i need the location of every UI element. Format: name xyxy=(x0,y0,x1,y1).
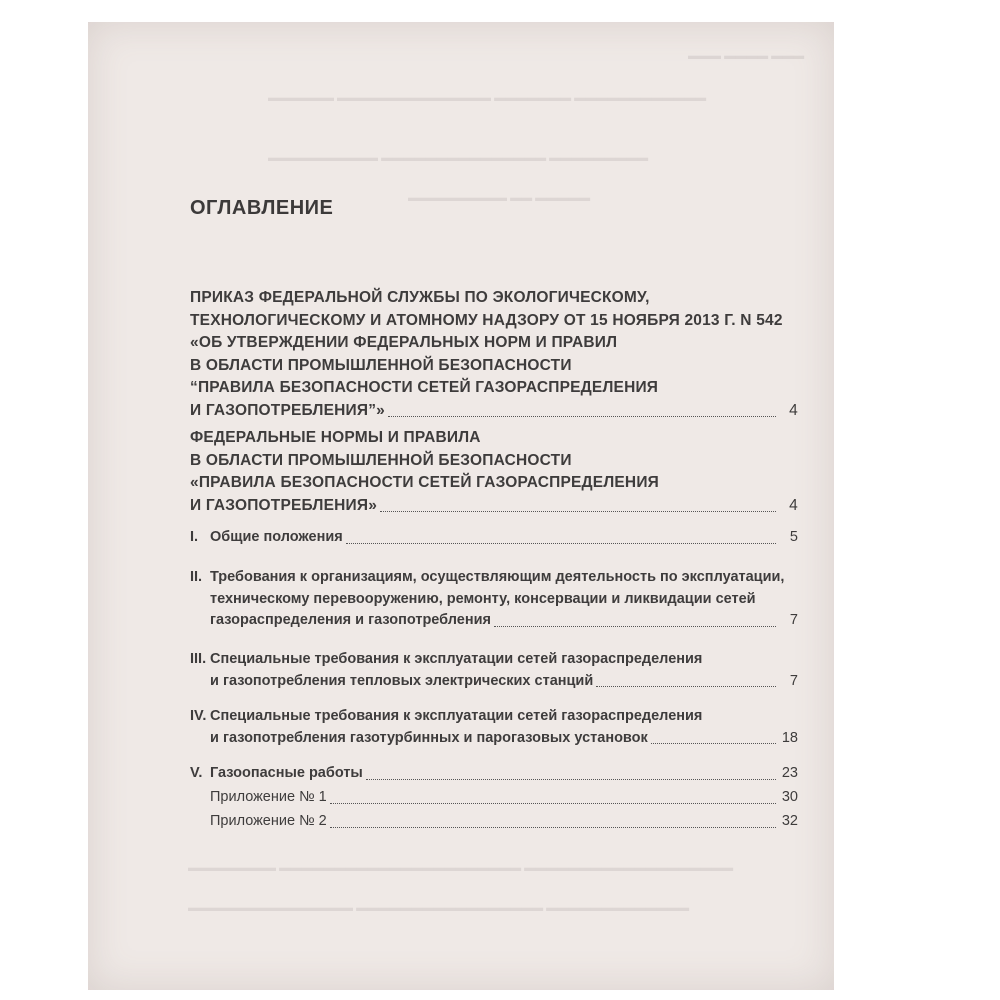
page-number: 18 xyxy=(781,729,798,746)
bleed-through-text: ▬▬▬▬▬▬▬▬▬▬▬▬ ▬▬▬▬▬▬▬ ▬▬▬▬▬▬▬▬▬▬▬▬▬▬ ▬▬▬▬▬▬ xyxy=(268,92,707,104)
bleed-through-text: ▬▬▬▬▬▬▬▬▬▬▬▬▬▬▬▬▬▬▬ ▬▬▬▬▬▬▬▬▬▬▬▬▬▬▬▬▬▬▬▬▬▬ ▬▬▬▬▬▬▬▬ xyxy=(188,862,734,874)
section-title-line: Специальные требования к эксплуатации сетей газораспределения xyxy=(210,651,703,667)
toc-section-3[interactable] xyxy=(190,649,798,692)
page-number: 5 xyxy=(789,529,798,545)
bleed-through-text: ▬▬▬▬▬▬▬▬▬▬▬▬▬ ▬▬▬▬▬▬▬▬▬▬▬▬▬▬▬▬▬ ▬▬▬▬▬▬▬▬▬▬▬▬▬▬▬ xyxy=(188,902,690,914)
dot-leader xyxy=(366,778,776,780)
book-page xyxy=(88,22,834,990)
entry-title-line: ПРИКАЗ ФЕДЕРАЛЬНОЙ СЛУЖБЫ ПО ЭКОЛОГИЧЕСКОМУ, xyxy=(190,289,650,306)
dot-leader xyxy=(651,742,776,744)
toc-section-5[interactable] xyxy=(190,763,798,785)
bleed-through-text: ▬▬▬ ▬▬▬▬ ▬▬▬ xyxy=(688,50,805,62)
toc-appendix-1[interactable] xyxy=(190,787,798,809)
dot-leader xyxy=(346,542,776,544)
section-title-line: Общие положения xyxy=(210,529,343,545)
entry-title-line: И ГАЗОПОТРЕБЛЕНИЯ» xyxy=(190,496,378,514)
section-title-line: техническому перевооружению, ремонту, консервации и ликвидации сетей xyxy=(210,590,756,607)
dot-leader xyxy=(596,685,776,687)
section-number: I. xyxy=(190,529,199,545)
dot-leader xyxy=(380,510,776,512)
dot-leader xyxy=(330,802,776,804)
entry-title-line: ФЕДЕРАЛЬНЫЕ НОРМЫ И ПРАВИЛА xyxy=(190,429,481,446)
section-title-line: Специальные требования к эксплуатации сетей газораспределения xyxy=(210,708,703,724)
page-number: 4 xyxy=(789,401,798,419)
toc-entry-order[interactable] xyxy=(190,287,798,422)
toc-section-2[interactable] xyxy=(190,567,798,632)
section-title-line: Требования к организациям, осуществляющим деятельность по эксплуатации, xyxy=(210,569,785,585)
page-number: 7 xyxy=(789,672,798,689)
appendix-label: Приложение № 2 xyxy=(210,813,327,829)
page-number: 7 xyxy=(789,612,798,628)
page-number: 32 xyxy=(781,813,798,829)
entry-title-line: В ОБЛАСТИ ПРОМЫШЛЕННОЙ БЕЗОПАСНОСТИ xyxy=(190,451,572,469)
section-title-line: Газоопасные работы xyxy=(210,765,363,781)
toc-section-4[interactable] xyxy=(190,706,798,749)
entry-title-line: И ГАЗОПОТРЕБЛЕНИЯ”» xyxy=(190,401,385,419)
toc-heading: ОГЛАВЛЕНИЕ xyxy=(190,197,334,219)
section-title-line: газораспределения и газопотребления xyxy=(210,612,491,628)
section-title-line: и газопотребления газотурбинных и парогазовых установок xyxy=(210,729,648,746)
page-number: 23 xyxy=(781,765,798,781)
entry-title-line: «ОБ УТВЕРЖДЕНИИ ФЕДЕРАЛЬНЫХ НОРМ И ПРАВИЛ xyxy=(190,334,618,351)
toc-section-1[interactable] xyxy=(190,527,798,549)
entry-title-line: В ОБЛАСТИ ПРОМЫШЛЕННОЙ БЕЗОПАСНОСТИ xyxy=(190,356,572,374)
section-number: IV. xyxy=(190,708,207,724)
dot-leader xyxy=(330,826,776,828)
entry-title-line: “ПРАВИЛА БЕЗОПАСНОСТИ СЕТЕЙ ГАЗОРАСПРЕДЕЛЕНИЯ xyxy=(190,379,659,396)
entry-title-line: ТЕХНОЛОГИЧЕСКОМУ И АТОМНОМУ НАДЗОРУ ОТ 15 НОЯБРЯ 2013 Г. N 542 xyxy=(190,311,783,329)
section-title-line: и газопотребления тепловых электрических станций xyxy=(210,672,594,689)
toc-appendix-2[interactable] xyxy=(190,811,798,833)
section-number: V. xyxy=(190,765,203,781)
page-number: 30 xyxy=(781,789,798,805)
bleed-through-text: ▬▬▬▬▬ ▬▬ ▬▬▬▬▬▬▬▬▬ xyxy=(408,192,591,204)
dot-leader xyxy=(388,415,776,417)
page-number: 4 xyxy=(789,496,798,514)
bleed-through-text: ▬▬▬▬▬▬▬▬▬ ▬▬▬▬▬▬▬▬▬▬▬▬▬▬▬ ▬▬▬▬▬▬▬▬▬▬ xyxy=(268,152,649,164)
appendix-label: Приложение № 1 xyxy=(210,789,327,805)
section-number: II. xyxy=(190,569,203,585)
section-number: III. xyxy=(190,651,207,667)
entry-title-line: «ПРАВИЛА БЕЗОПАСНОСТИ СЕТЕЙ ГАЗОРАСПРЕДЕЛЕНИЯ xyxy=(190,474,660,491)
toc-entry-norms[interactable] xyxy=(190,427,798,517)
dot-leader xyxy=(494,625,776,627)
